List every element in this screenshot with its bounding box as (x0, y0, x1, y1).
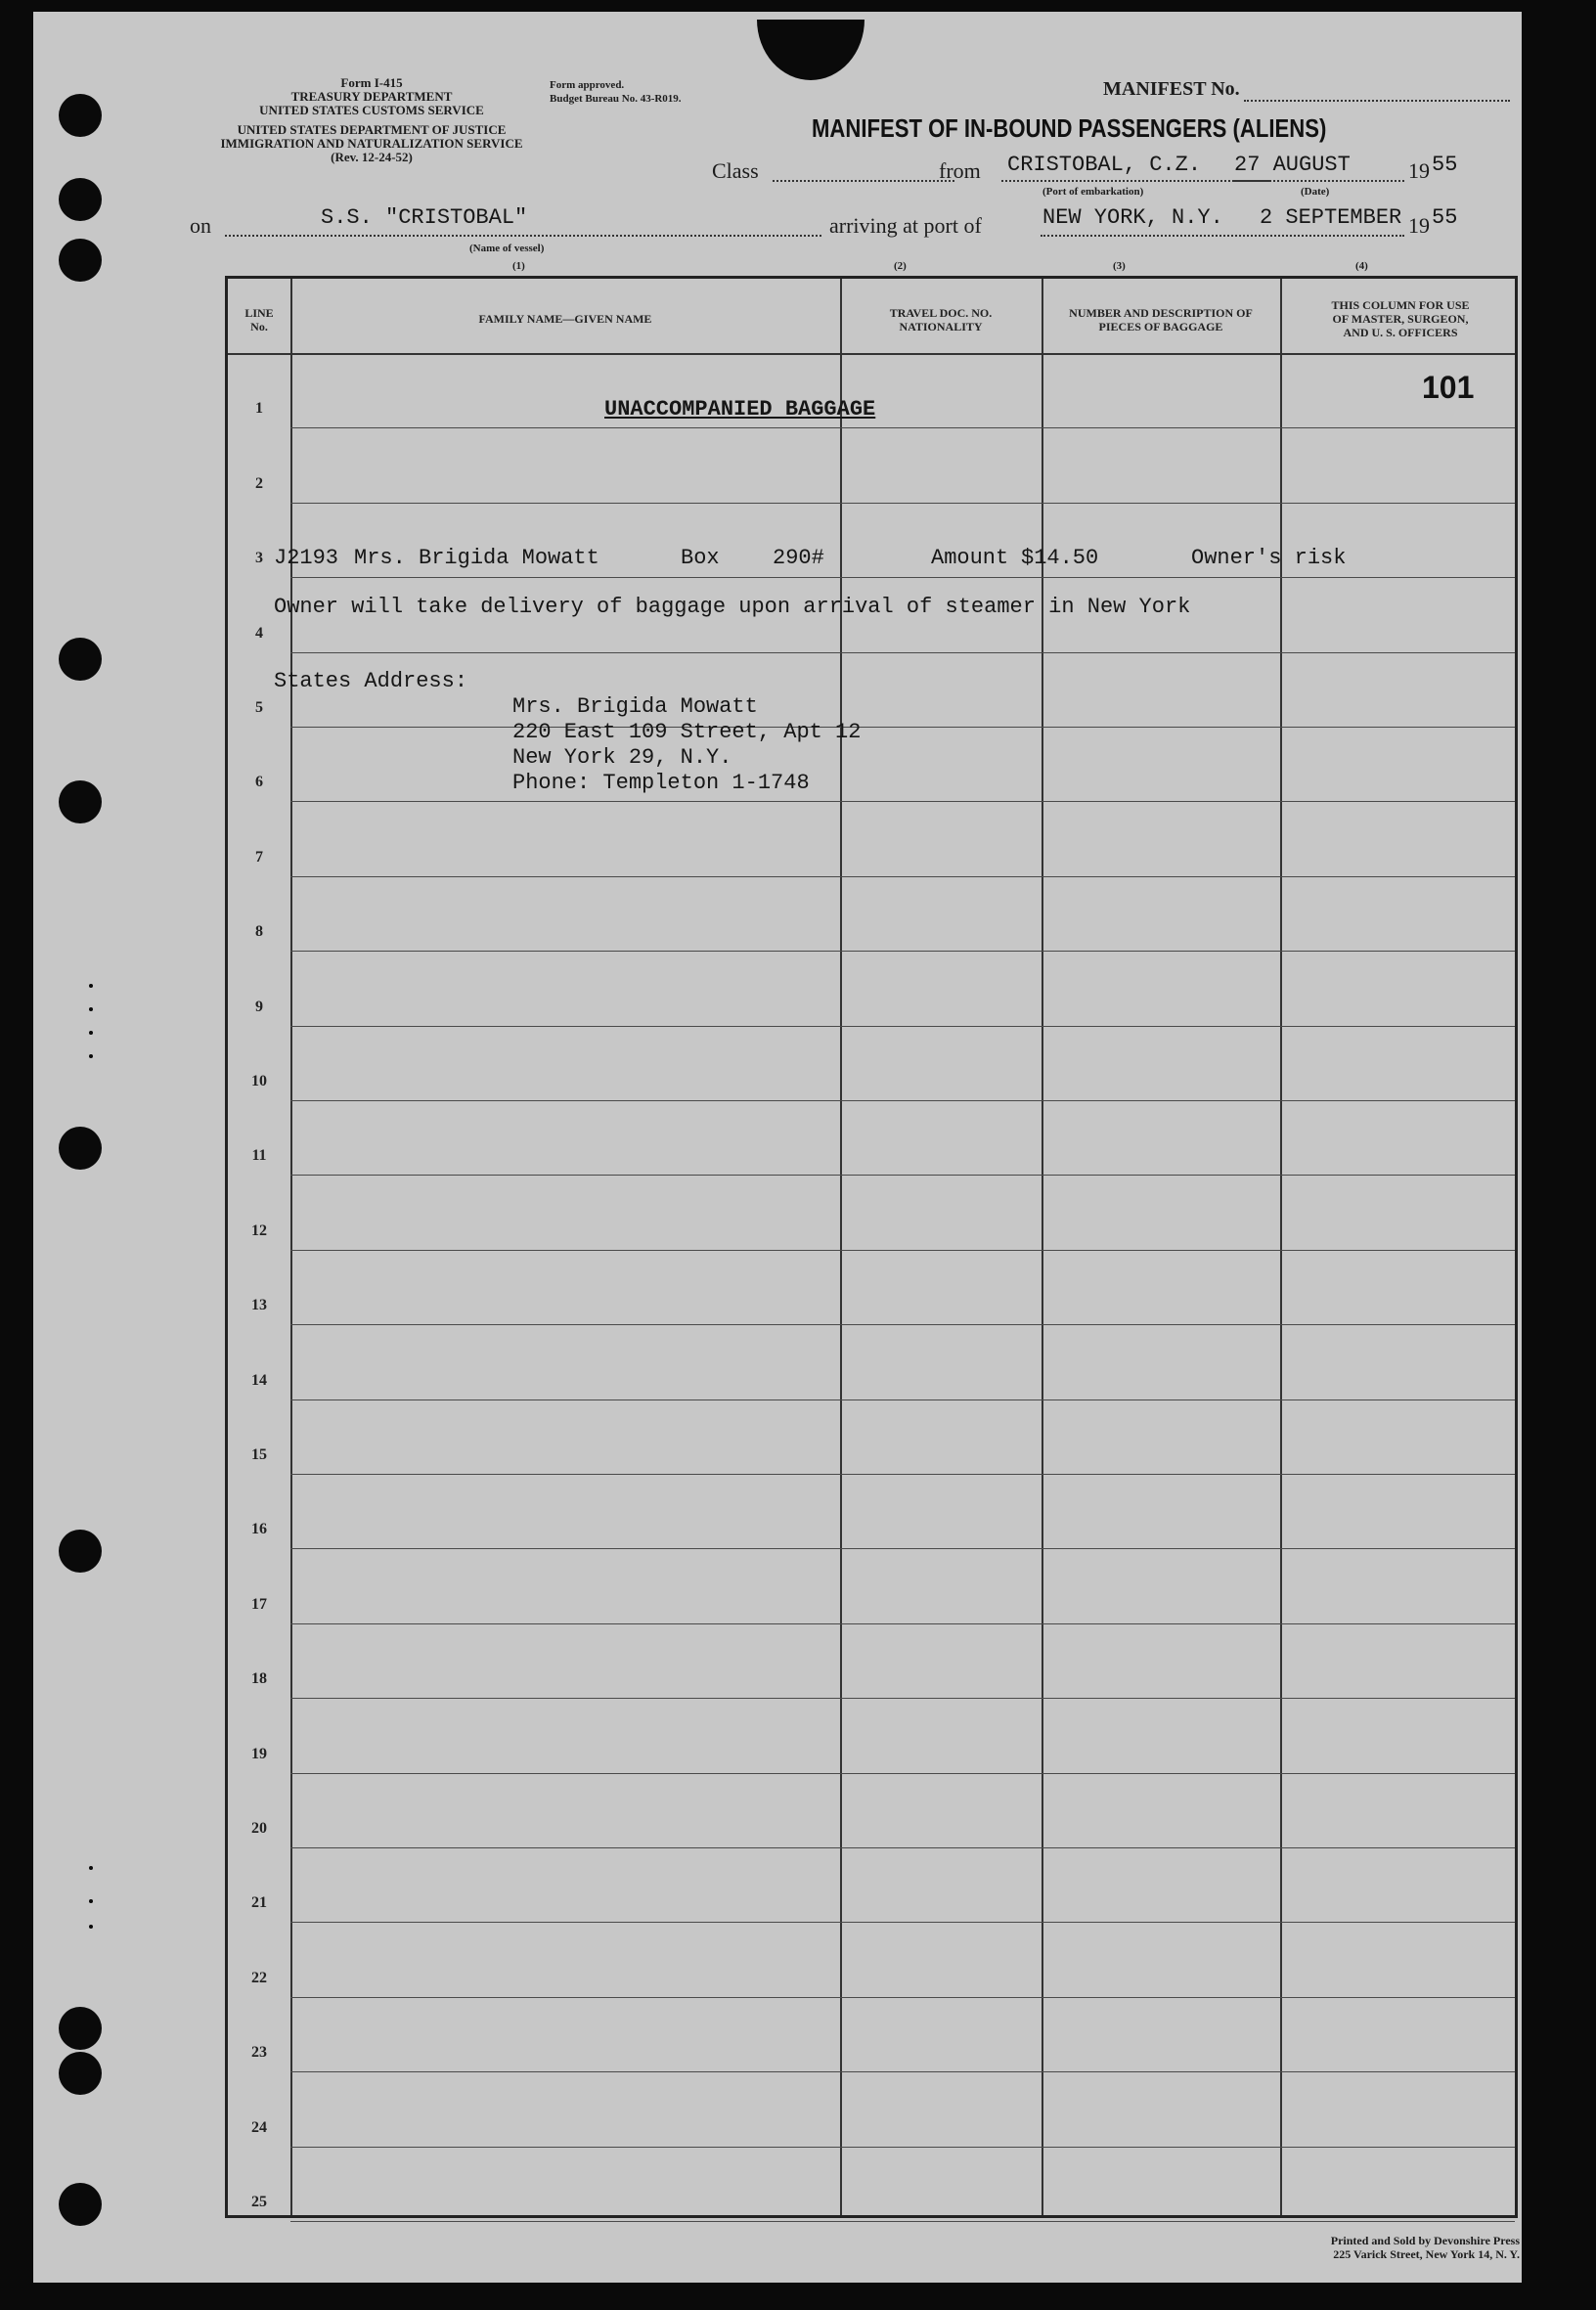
budget-number: Budget Bureau No. 43-R019. (550, 93, 682, 105)
form-approval (550, 78, 682, 106)
year-2: 55 (1432, 205, 1458, 230)
port-caption: (Port of embarkation) (1042, 186, 1144, 198)
line-number: 24 (251, 2118, 267, 2136)
line-number: 12 (251, 1222, 267, 1239)
col-header-travel-doc: TRAVEL DOC. NO. NATIONALITY (889, 306, 993, 333)
row-rule (290, 1922, 1515, 1923)
from-label: from (939, 158, 981, 183)
margin-mark (89, 1031, 93, 1035)
address-line-3: New York 29, N.Y. (512, 745, 732, 770)
line-number: 5 (255, 699, 263, 716)
form-revision: (Rev. 12-24-52) (331, 150, 413, 164)
date-caption: (Date) (1301, 186, 1330, 198)
arriving-label: arriving at port of (829, 213, 982, 238)
row-rule (290, 1698, 1515, 1699)
row-rule (290, 727, 1515, 728)
row-rule (290, 2221, 1515, 2222)
row-rule (290, 1997, 1515, 1998)
printer-line-2: 225 Varick Street, New York 14, N. Y. (1333, 2247, 1520, 2261)
line-number: 11 (251, 1147, 267, 1165)
customs-service: UNITED STATES CUSTOMS SERVICE (259, 103, 484, 117)
manifest-no-label: MANIFEST No. (1103, 78, 1240, 100)
year-prefix-1: 19 (1408, 158, 1430, 183)
col-num-1: (1) (512, 260, 525, 272)
year-1: 55 (1432, 153, 1458, 177)
binder-hole (59, 1127, 102, 1170)
line-number: 25 (251, 2194, 267, 2210)
row-rule (290, 577, 1515, 578)
row-rule (290, 1100, 1515, 1101)
margin-mark (89, 1054, 93, 1058)
line-number: 10 (251, 1073, 267, 1089)
passenger-name: Mrs. Brigida Mowatt (354, 546, 599, 570)
row-rule (290, 2147, 1515, 2148)
line-number: 6 (255, 774, 263, 791)
binder-hole (59, 780, 102, 823)
row-rule (290, 1324, 1515, 1325)
line-number: 15 (251, 1446, 267, 1463)
row-rule (290, 1847, 1515, 1848)
row-rule (290, 1548, 1515, 1549)
line-number: 8 (255, 923, 263, 941)
dept-justice: UNITED STATES DEPARTMENT OF JUSTICE (237, 122, 507, 137)
col-num-3: (3) (1113, 260, 1126, 272)
col-num-4: (4) (1355, 260, 1368, 272)
line-number: 18 (251, 1670, 267, 1688)
margin-mark (89, 984, 93, 988)
line-number: 16 (251, 1521, 267, 1538)
year-prefix-2: 19 (1408, 213, 1430, 238)
row-rule (290, 1026, 1515, 1027)
row-rule (290, 951, 1515, 952)
line-number: 7 (255, 848, 263, 866)
row-rule (290, 801, 1515, 802)
row-rule (290, 1175, 1515, 1176)
amount-value: $14.50 (1021, 546, 1099, 570)
line-number: 2 (255, 474, 263, 492)
row-rule (290, 1250, 1515, 1251)
col-header-baggage: NUMBER AND DESCRIPTION OF PIECES OF BAGGAGE (1069, 306, 1253, 333)
line-number: 23 (251, 2044, 267, 2062)
box-label: Box (681, 546, 720, 570)
line-number: 21 (251, 1894, 267, 1912)
vessel-caption: (Name of vessel) (469, 243, 545, 254)
binder-hole (59, 239, 102, 282)
col-header-name: FAMILY NAME—GIVEN NAME (478, 312, 652, 326)
agency-block (215, 76, 528, 164)
printer-credit (1197, 2234, 1520, 2261)
dept-treasury: TREASURY DEPARTMENT (290, 89, 453, 104)
margin-mark (89, 1925, 93, 1929)
line-number: 17 (251, 1595, 267, 1613)
vessel-name: S.S. "CRISTOBAL" (321, 205, 528, 230)
amount-label: Amount (931, 546, 1009, 570)
class-label: Class (712, 158, 759, 183)
line-number: 19 (251, 1745, 267, 1762)
binder-hole (59, 2183, 102, 2226)
address-label: States Address: (274, 669, 468, 693)
arrival-date: 2 SEPTEMBER (1260, 205, 1402, 230)
address-line-4: Phone: Templeton 1-1748 (512, 771, 810, 795)
embarkation-date: 27 AUGUST (1234, 153, 1351, 177)
form-approved: Form approved. (550, 79, 625, 91)
row-rule (290, 503, 1515, 504)
printer-line-1: Printed and Sold by Devonshire Press (1330, 2234, 1520, 2247)
row-rule (290, 1399, 1515, 1400)
line-number: 13 (251, 1297, 267, 1314)
line-number: 20 (251, 1820, 267, 1837)
margin-mark (89, 1007, 93, 1011)
margin-mark (89, 1899, 93, 1903)
address-line-1: Mrs. Brigida Mowatt (512, 694, 758, 719)
port-of-embarkation: CRISTOBAL, C.Z. (1007, 153, 1202, 177)
col-header-officers: THIS COLUMN FOR USE OF MASTER, SURGEON, AND U. S. OFFICERS (1331, 298, 1470, 339)
box-weight: 290# (773, 546, 824, 570)
ins-service: IMMIGRATION AND NATURALIZATION SERVICE (220, 136, 523, 151)
form-number: Form I-415 (340, 75, 403, 90)
line-number: 1 (255, 400, 263, 418)
manifest-sheet (33, 12, 1522, 2283)
ticket-number: J2193 (274, 546, 339, 570)
torn-edge (757, 20, 864, 80)
delivery-note: Owner will take delivery of baggage upon arrival of steamer in New York (274, 595, 1191, 619)
row-rule (290, 427, 1515, 428)
line-number: 14 (251, 1371, 267, 1389)
arrival-port: NEW YORK, N.Y. (1042, 205, 1223, 230)
address-line-2: 220 East 109 Street, Apt 12 (512, 720, 862, 744)
on-label: on (190, 213, 211, 238)
row-rule (290, 2071, 1515, 2072)
binder-hole (59, 2007, 102, 2050)
manifest-title: MANIFEST OF IN-BOUND PASSENGERS (ALIENS) (812, 113, 1327, 143)
col-num-2: (2) (894, 260, 907, 272)
margin-mark (89, 1866, 93, 1870)
binder-hole (59, 2052, 102, 2095)
row-rule (290, 1773, 1515, 1774)
row-rule (290, 1474, 1515, 1475)
binder-hole (59, 178, 102, 221)
page-number: 101 (1422, 370, 1475, 405)
line-number: 9 (255, 998, 263, 1015)
binder-hole (59, 94, 102, 137)
line-number: 3 (255, 550, 263, 567)
binder-hole (59, 1530, 102, 1573)
row-rule (290, 1623, 1515, 1624)
section-heading: UNACCOMPANIED BAGGAGE (604, 397, 876, 422)
row-rule (290, 876, 1515, 877)
binder-hole (59, 638, 102, 681)
col-header-line-no: LINE No. (244, 306, 274, 333)
row-rule (290, 652, 1515, 653)
line-number: 4 (255, 624, 263, 642)
line-number: 22 (251, 1969, 267, 1986)
risk-note: Owner's risk (1191, 546, 1347, 570)
